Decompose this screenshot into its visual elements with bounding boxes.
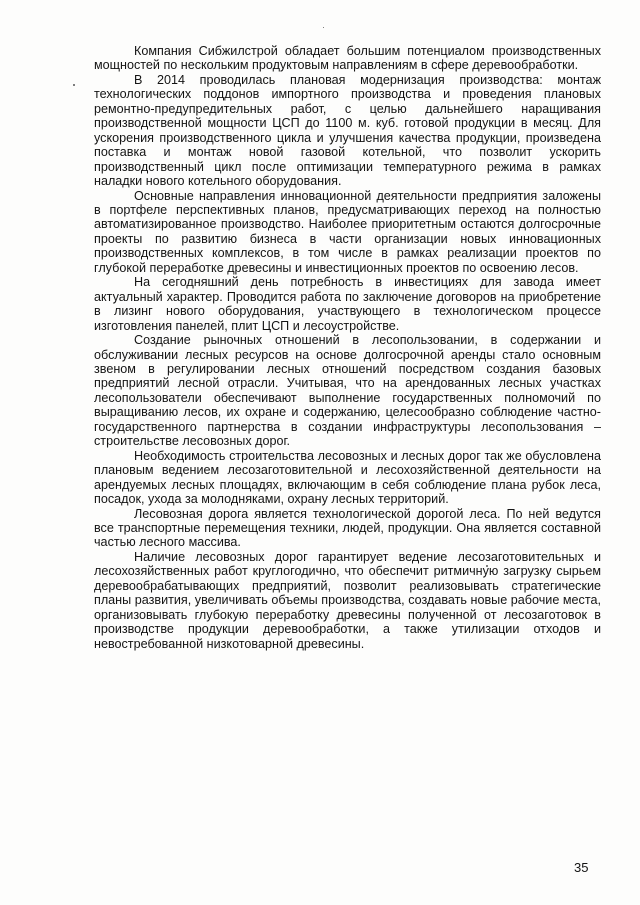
paragraph-3: Основные направления инновационной деятельности предприятия заложены в портфеле перспективных планов, предусматривающих переход на полностью автоматизированное производство. Наиболее приоритетным остаются долгосрочные проекты по развитию бизнеса в части организации новых инновационных производственных комплексов, в том числе в рамках реализации проектов по глубокой переработке древесины и инвестиционных проектов по освоению лесов. (94, 188, 601, 275)
page-number: 35 (574, 860, 589, 875)
paragraph-5: Создание рыночных отношений в лесопользовании, в содержании и обслуживании лесных ресурсов на основе долгосрочной аренды стало основным звеном в регулировании лесных отношений посредством создания базовых предприятий лесной отрасли. Учитывая, что на арендованных лесных участках лесопользователи обеспечивают выполнение государственных полномочий по выращиванию лесов, их охране и содержанию, целесообразно соблюдение частно-государственного партнерства в создании инфраструктуры лесопользования – строительстве лесовозных дорог. (94, 333, 601, 449)
paragraph-6: Необходимость строительства лесовозных и лесных дорог так же обусловлена плановым ведением лесозаготовительной и лесохозяйственной деятельности на арендуемых лесных площадях, включающим в себя соблюдение плана рубок леса, посадок, ухода за молодняками, охрану лесных территорий. (94, 448, 601, 507)
paragraph-8: Наличие лесовозных дорог гарантирует ведение лесозаготовительных и лесохозяйственных работ круглогодично, что обеспечит ритмичную загрузку сырьем деревообрабатывающих предприятий, позволит реализовывать стратегические планы развития, увеличивать объемы производства, создавать новые рабочие места, организовывать глубокую переработку древесины полученной от лесозаготовок в производстве продукции деревообработки, а также утилизации отходов и невостребованной низкотоварной древесины. (94, 549, 601, 651)
paragraph-7: Лесовозная дорога является технологической дорогой леса. По ней ведутся все транспортные перемещения техники, людей, продукции. Она является составной частью лесного массива. (94, 506, 601, 550)
paragraph-1: Компания Сибжилстрой обладает большим потенциалом производственных мощностей по нескольким продуктовым направлениям в сфере деревообработки. (94, 44, 601, 73)
scan-speck (73, 84, 75, 86)
paragraph-4: На сегодняшний день потребность в инвестициях для завода имеет актуальный характер. Проводится работа по заключение договоров на приобретение в лизинг нового оборудования, участвующего в технологическом процессе изготовления панелей, плит ЦСП и лесоустройстве. (94, 275, 601, 333)
scan-speck (323, 27, 324, 28)
document-body (94, 44, 601, 651)
paragraph-2: В 2014 проводилась плановая модернизация производства: монтаж технологических поддонов импортного производства и проведения плановых ремонтно-предупредительных работ, с целью дальнейшего наращивания производственной мощности ЦСП до 1100 м. куб. готовой продукции в месяц. Для ускорения производственного цикла и улучшения качества продукции, произведена поставка и монтаж новой газовой котельной, что позволит ускорить производственный цикл после оптимизации температурного режима в рамках наладки нового котельного оборудования. (94, 72, 601, 189)
